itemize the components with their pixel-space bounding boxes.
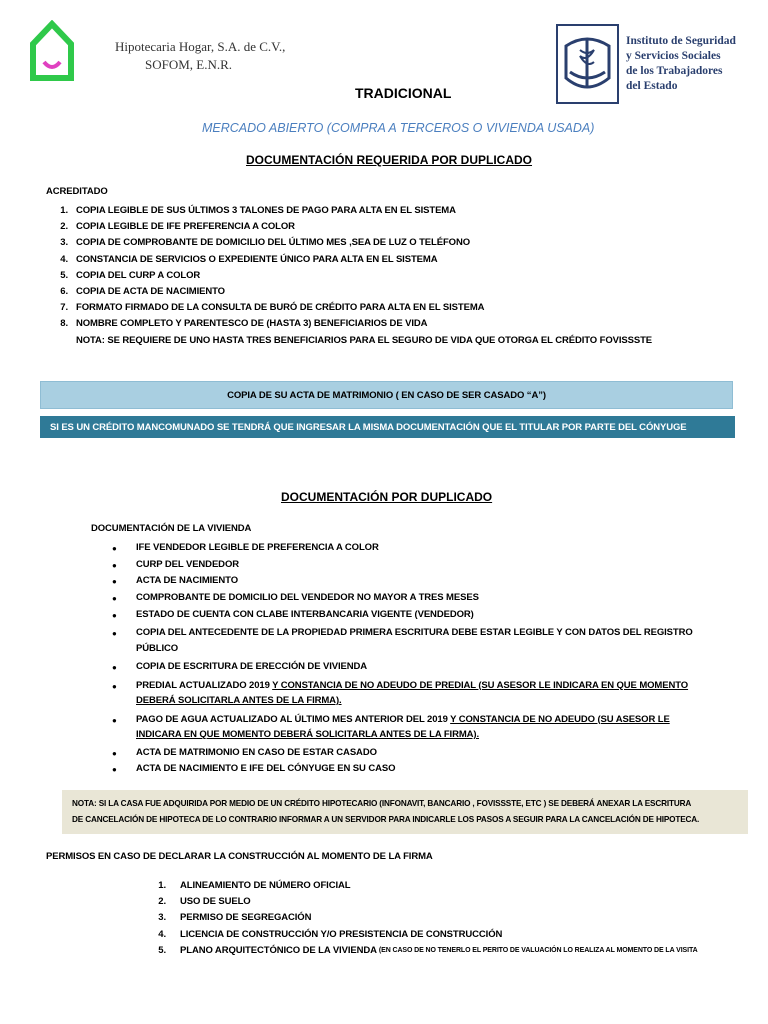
list-number: 8. bbox=[60, 318, 68, 330]
list-text: COPIA DE ESCRITURA DE ERECCIÓN DE VIVIENDA bbox=[136, 661, 368, 672]
section3-title: PERMISOS EN CASO DE DECLARAR LA CONSTRUCCIÓN AL MOMENTO DE LA FIRMA bbox=[46, 851, 433, 862]
issste-logo bbox=[556, 24, 619, 104]
list-number: 4. bbox=[60, 253, 68, 265]
list-text: ACTA DE NACIMIENTO E IFE DEL CÓNYUGE EN SU CASO bbox=[136, 763, 396, 774]
issste-line: Instituto de Seguridad bbox=[626, 35, 736, 47]
list-text: PERMISO DE SEGREGACIÓN bbox=[180, 912, 312, 924]
list-item bbox=[140, 927, 698, 943]
list-number: 2. bbox=[158, 896, 166, 908]
list-item bbox=[46, 300, 652, 316]
section2-list bbox=[112, 540, 732, 778]
list-item bbox=[46, 284, 652, 300]
list-text: COPIA DE COMPROBANTE DE DOMICILIO DEL ÚLTIMO MES ,SEA DE LUZ O TELÉFONO bbox=[76, 237, 471, 249]
list-text: COPIA DE ACTA DE NACIMIENTO bbox=[76, 286, 225, 298]
list-item bbox=[112, 659, 732, 676]
list-number: 1. bbox=[60, 205, 68, 216]
list-text: PREDIAL ACTUALIZADO 2019 bbox=[136, 679, 273, 691]
list-number: 6. bbox=[60, 286, 68, 298]
list-text-cont: PÚBLICO bbox=[136, 642, 179, 654]
note-line-1: NOTA: SI LA CASA FUE ADQUIRIDA POR MEDIO DE UN CRÉDITO HIPOTECARIO (INFONAVIT, BANCARIO , FOVISSSTE, ETC ) SE DEBERÁ ANEXAR LA ESCRITURA bbox=[72, 799, 692, 808]
list-item bbox=[140, 943, 698, 959]
section2-label: DOCUMENTACIÓN DE LA VIVIENDA bbox=[91, 523, 252, 534]
list-text: COMPROBANTE DE DOMICILIO DEL VENDEDOR NO MAYOR A TRES MESES bbox=[136, 591, 479, 603]
section3-list bbox=[140, 878, 698, 959]
list-number: 5. bbox=[60, 269, 68, 281]
list-text: COPIA LEGIBLE DE SUS ÚLTIMOS 3 TALONES DE PAGO PARA ALTA EN EL SISTEMA bbox=[76, 205, 456, 216]
issste-name bbox=[626, 34, 736, 94]
hogar-logo bbox=[30, 20, 74, 82]
list-text-underlined: INDICARA EN QUE MOMENTO DEBERÁ SOLICITARLA ANTES DE LA FIRMA). bbox=[136, 729, 480, 740]
list-text: PLANO ARQUITECTÓNICO DE LA VIVIENDA bbox=[180, 944, 377, 956]
bullet-icon: ● bbox=[112, 629, 117, 638]
note-line-2: DE CANCELACIÓN DE HIPOTECA DE LO CONTRARIO INFORMAR A UN SERVIDOR PARA INDICARLE LOS PASOS A SEGUIR PARA LA CANCELACIÓN DE HIPOTECA. bbox=[72, 815, 700, 824]
company-line-2: SOFOM, E.N.R. bbox=[145, 57, 233, 72]
page-subtitle: MERCADO ABIERTO (COMPRA A TERCEROS O VIVIENDA USADA) bbox=[202, 121, 595, 135]
list-text-underlined: Y CONSTANCIA DE NO ADEUDO DE PREDIAL (SU ASESOR LE INDICARA EN QUE MOMENTO bbox=[272, 679, 689, 691]
list-text-underlined: DEBERÁ SOLICITARLA ANTES DE LA FIRMA). bbox=[136, 695, 342, 706]
list-number: 3. bbox=[60, 237, 68, 249]
list-item bbox=[112, 573, 732, 590]
list-note: (EN CASO DE NO TENERLO EL PERITO DE VALUACIÓN LO REALIZA AL MOMENTO DE LA VISITA bbox=[378, 946, 698, 954]
issste-line: y Servicios Sociales bbox=[626, 50, 721, 62]
list-text: ESTADO DE CUENTA CON CLABE INTERBANCARIA VIGENTE (VENDEDOR) bbox=[136, 609, 474, 620]
list-text: FORMATO FIRMADO DE LA CONSULTA DE BURÓ DE CRÉDITO PARA ALTA EN EL SISTEMA bbox=[76, 302, 485, 314]
list-item bbox=[46, 219, 652, 235]
bullet-icon: ● bbox=[112, 560, 117, 570]
list-text: USO DE SUELO bbox=[180, 896, 251, 908]
list-text: COPIA DEL CURP A COLOR bbox=[76, 269, 201, 281]
list-item bbox=[140, 894, 698, 910]
issste-line: de los Trabajadores bbox=[626, 65, 723, 77]
list-text: LICENCIA DE CONSTRUCCIÓN Y/O PRESISTENCIA DE CONSTRUCCIÓN bbox=[180, 928, 503, 940]
bullet-icon: ● bbox=[112, 593, 117, 603]
issste-line: del Estado bbox=[626, 80, 678, 92]
mancomunado-text: SI ES UN CRÉDITO MANCOMUNADO SE TENDRÁ QUE INGRESAR LA MISMA DOCUMENTACIÓN QUE EL TITULAR POR PARTE DEL CÓNYUGE bbox=[50, 421, 687, 433]
list-text: CONSTANCIA DE SERVICIOS O EXPEDIENTE ÚNICO PARA ALTA EN EL SISTEMA bbox=[76, 253, 438, 265]
list-text: ACTA DE NACIMIENTO bbox=[136, 575, 238, 586]
list-item bbox=[112, 625, 732, 659]
list-text: COPIA LEGIBLE DE IFE PREFERENCIA A COLOR bbox=[76, 221, 295, 233]
note-text: NOTA: SE REQUIERE DE UNO HASTA TRES BENEFICIARIOS PARA EL SEGURO DE VIDA QUE OTORGA EL CRÉDITO FOVISSSTE bbox=[76, 334, 653, 346]
list-number: 5. bbox=[158, 944, 166, 956]
list-item bbox=[46, 203, 652, 219]
list-item bbox=[46, 268, 652, 284]
list-item bbox=[112, 590, 732, 607]
list-text: IFE VENDEDOR LEGIBLE DE PREFERENCIA A COLOR bbox=[136, 542, 379, 553]
matrimonio-text: COPIA DE SU ACTA DE MATRIMONIO ( EN CASO DE SER CASADO “A”) bbox=[227, 389, 546, 401]
bullet-icon: ● bbox=[112, 663, 117, 672]
mancomunado-bar bbox=[40, 416, 735, 438]
list-item bbox=[112, 540, 732, 557]
list-item bbox=[140, 878, 698, 894]
list-item bbox=[140, 910, 698, 926]
page-title: TRADICIONAL bbox=[355, 85, 452, 101]
note-box bbox=[62, 790, 748, 834]
list-text: CURP DEL VENDEDOR bbox=[136, 558, 239, 570]
list-item bbox=[46, 252, 652, 268]
bullet-icon: ● bbox=[112, 765, 117, 774]
list-item bbox=[46, 316, 652, 332]
list-text: COPIA DEL ANTECEDENTE DE LA PROPIEDAD PRIMERA ESCRITURA DEBE ESTAR LEGIBLE Y CON DATOS DEL REGISTRO bbox=[136, 627, 693, 638]
list-item bbox=[112, 557, 732, 574]
list-item bbox=[112, 606, 732, 623]
list-number: 3. bbox=[158, 912, 166, 924]
list-text: ALINEAMIENTO DE NÚMERO OFICIAL bbox=[180, 880, 351, 891]
bullet-icon: ● bbox=[112, 715, 117, 725]
bullet-icon: ● bbox=[112, 611, 117, 620]
list-number: 1. bbox=[158, 880, 166, 891]
list-item bbox=[112, 678, 732, 711]
list-number: 4. bbox=[158, 928, 166, 940]
list-text-underlined: Y CONSTANCIA DE NO ADEUDO (SU ASESOR LE bbox=[450, 713, 670, 725]
list-number: 2. bbox=[60, 221, 68, 233]
section1-label: ACREDITADO bbox=[46, 186, 108, 197]
section1-list bbox=[46, 203, 652, 349]
list-text: PAGO DE AGUA ACTUALIZADO AL ÚLTIMO MES ANTERIOR DEL 2019 bbox=[136, 713, 451, 725]
list-text: NOMBRE COMPLETO Y PARENTESCO DE (HASTA 3) BENEFICIARIOS DE VIDA bbox=[76, 318, 428, 330]
matrimonio-bar bbox=[40, 381, 733, 409]
company-name bbox=[115, 38, 285, 74]
bullet-icon: ● bbox=[112, 544, 117, 553]
company-line-1: Hipotecaria Hogar, S.A. de C.V., bbox=[115, 39, 286, 54]
list-text: ACTA DE MATRIMONIO EN CASO DE ESTAR CASADO bbox=[136, 746, 377, 758]
list-item bbox=[112, 761, 732, 778]
section1-title: DOCUMENTACIÓN REQUERIDA POR DUPLICADO bbox=[246, 153, 533, 167]
list-item bbox=[46, 235, 652, 251]
bullet-icon: ● bbox=[112, 681, 117, 691]
list-note bbox=[46, 333, 652, 349]
list-item bbox=[112, 745, 732, 762]
list-item bbox=[112, 712, 732, 745]
bullet-icon: ● bbox=[112, 577, 117, 586]
section2-title: DOCUMENTACIÓN POR DUPLICADO bbox=[281, 490, 493, 504]
list-number: 7. bbox=[60, 302, 68, 314]
bullet-icon: ● bbox=[112, 748, 117, 758]
